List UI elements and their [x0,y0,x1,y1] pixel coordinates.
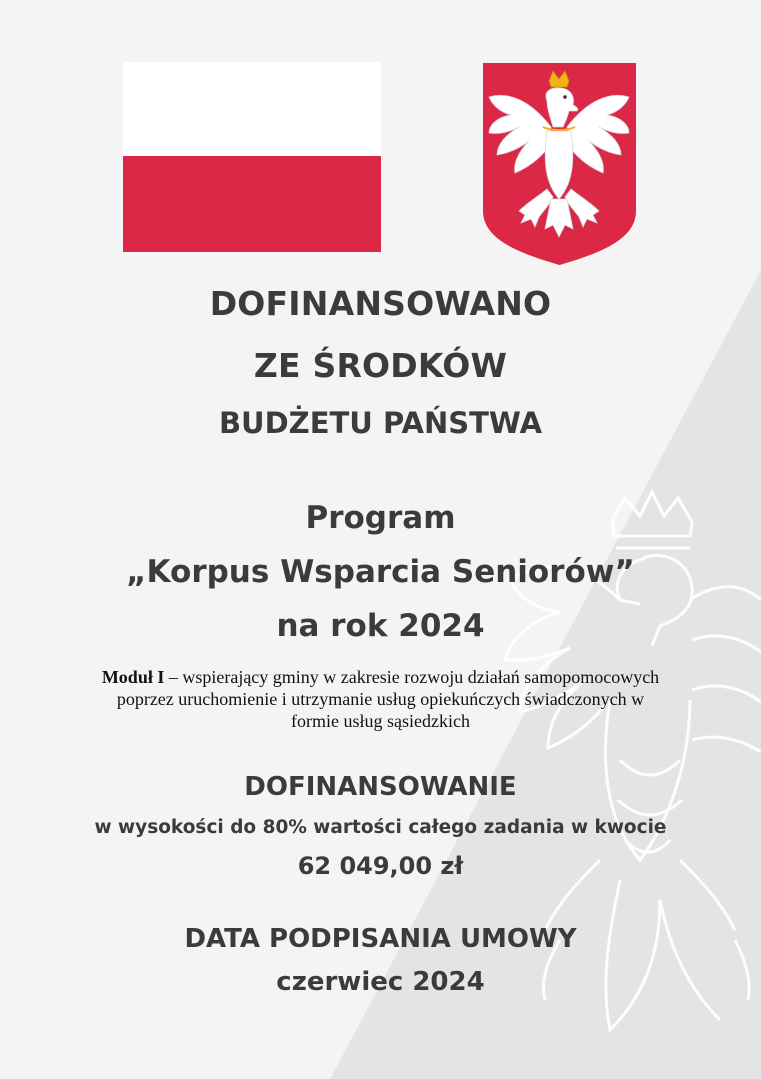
flag-white-stripe [123,62,381,156]
coat-of-arms [481,61,638,266]
module-description-text: – wspierający gminy w zakresie rozwoju działań samopomocowych [164,667,660,687]
contract-date-value: czerwiec 2024 [276,967,485,997]
module-description-line-3: formie usług sąsiedzkich [291,711,470,731]
module-title: Moduł I [101,667,165,687]
funding-title: DOFINANSOWANIE [244,772,517,802]
heading-line-3: BUDŻETU PAŃSTWA [218,406,543,440]
funding-description: w wysokości do 80% wartości całego zadania w kwocie [94,817,667,838]
funding-amount: 62 049,00 zł [297,852,464,880]
program-year: na rok 2024 [276,608,485,644]
heading-line-1: DOFINANSOWANO [209,284,552,323]
flag-red-stripe [123,156,381,252]
program-name: „Korpus Wsparcia Seniorów” [126,554,635,590]
module-description-line-2: poprzez uruchomienie i utrzymanie usług opiekuńczych świadczonych w [116,689,645,709]
program-label: Program [305,500,456,536]
module-description-line-1 [0,666,761,688]
heading-line-2: ZE ŚRODKÓW [253,346,508,385]
contract-date-title: DATA PODPISANIA UMOWY [184,924,577,954]
polish-flag [123,62,381,252]
